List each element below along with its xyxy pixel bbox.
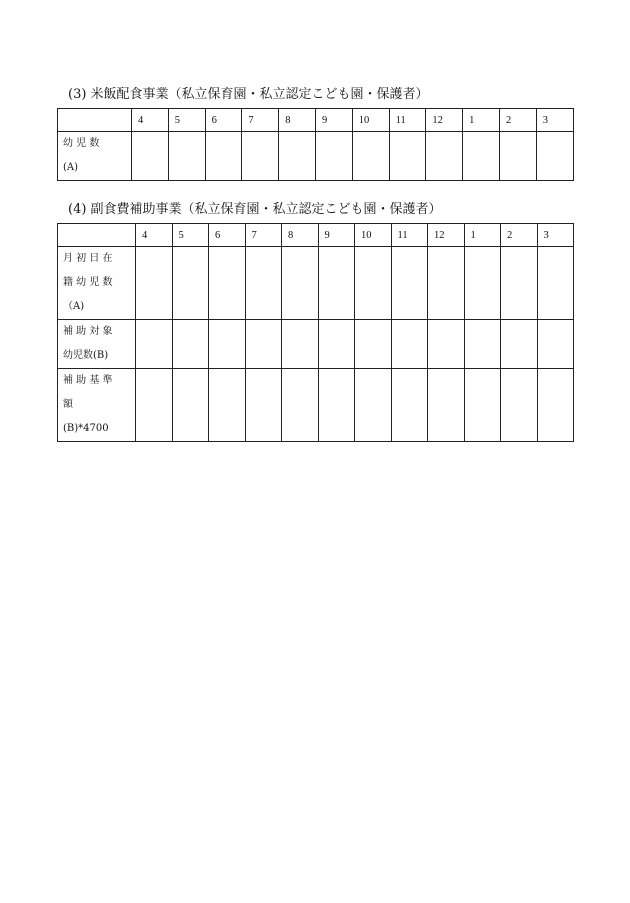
label-line: (A): [63, 162, 79, 173]
month-cell: 1: [463, 109, 500, 132]
data-cell: [355, 247, 392, 320]
month-cell: 10: [355, 224, 392, 247]
data-cell: [282, 320, 319, 369]
data-cell: [172, 320, 209, 369]
data-cell: [428, 320, 465, 369]
data-cell: [501, 369, 538, 442]
data-cell: [426, 132, 463, 181]
month-cell: 8: [282, 224, 319, 247]
label-line: （A): [63, 301, 85, 312]
section4-subsidy-target-row: [58, 320, 574, 369]
data-cell: [168, 132, 205, 181]
data-cell: [499, 132, 536, 181]
data-cell: [352, 132, 389, 181]
data-cell: [245, 247, 282, 320]
month-cell: 11: [391, 224, 428, 247]
data-cell: [501, 320, 538, 369]
data-cell: [209, 369, 246, 442]
section4-enrolled-row: [58, 247, 574, 320]
section3-header-row: [58, 109, 574, 132]
month-cell: 1: [464, 224, 501, 247]
label-line: 籍 幼 児 数: [63, 277, 113, 288]
label-line: 月 初 日 在: [63, 253, 113, 264]
section4-table: [57, 223, 574, 442]
section4-header-row: [58, 224, 574, 247]
data-cell: [536, 132, 573, 181]
section3-table: [57, 108, 574, 181]
month-cell: 10: [352, 109, 389, 132]
row-label-children-count: [58, 132, 132, 181]
data-cell: [464, 369, 501, 442]
section3-title: (3) 米飯配食事業（私立保育園・私立認定こども園・保護者）: [68, 87, 429, 102]
month-cell: 4: [132, 109, 169, 132]
data-cell: [428, 247, 465, 320]
label-line: 補 助 対 象: [63, 326, 113, 337]
data-cell: [245, 320, 282, 369]
month-cell: 9: [315, 109, 352, 132]
data-cell: [242, 132, 279, 181]
data-cell: [391, 369, 428, 442]
month-cell: 12: [426, 109, 463, 132]
data-cell: [537, 247, 574, 320]
month-cell: 7: [242, 109, 279, 132]
data-cell: [464, 247, 501, 320]
label-line: 幼児数(B): [63, 350, 109, 361]
data-cell: [318, 247, 355, 320]
data-cell: [355, 320, 392, 369]
data-cell: [282, 247, 319, 320]
month-cell: 6: [205, 109, 242, 132]
data-cell: [209, 247, 246, 320]
data-cell: [172, 247, 209, 320]
data-cell: [209, 320, 246, 369]
row-label-enrolled-children: [58, 247, 136, 320]
label-line: 補 助 基 準: [63, 375, 113, 386]
month-cell: 4: [136, 224, 173, 247]
row-label-subsidy-amount: [58, 369, 136, 442]
data-cell: [318, 320, 355, 369]
month-cell: 12: [428, 224, 465, 247]
month-cell: 2: [499, 109, 536, 132]
data-cell: [136, 247, 173, 320]
data-cell: [279, 132, 316, 181]
month-cell: 7: [245, 224, 282, 247]
month-cell: 6: [209, 224, 246, 247]
data-cell: [537, 320, 574, 369]
section3-children-row: [58, 132, 574, 181]
month-cell: 2: [501, 224, 538, 247]
data-cell: [463, 132, 500, 181]
data-cell: [245, 369, 282, 442]
month-cell: 5: [172, 224, 209, 247]
data-cell: [355, 369, 392, 442]
section4-title: (4) 副食費補助事業（私立保育園・私立認定こども園・保護者）: [68, 202, 442, 217]
data-cell: [282, 369, 319, 442]
data-cell: [391, 247, 428, 320]
data-cell: [391, 320, 428, 369]
data-cell: [172, 369, 209, 442]
month-cell: 8: [279, 109, 316, 132]
month-cell: 3: [536, 109, 573, 132]
data-cell: [318, 369, 355, 442]
label-line: (B)*4700: [63, 423, 109, 434]
header-corner-cell: [58, 109, 132, 132]
data-cell: [389, 132, 426, 181]
month-cell: 9: [318, 224, 355, 247]
data-cell: [205, 132, 242, 181]
data-cell: [136, 320, 173, 369]
data-cell: [537, 369, 574, 442]
label-line: 額: [63, 399, 73, 410]
month-cell: 5: [168, 109, 205, 132]
data-cell: [136, 369, 173, 442]
row-label-subsidy-target: [58, 320, 136, 369]
month-cell: 3: [537, 224, 574, 247]
label-line: 幼 児 数: [63, 138, 100, 149]
data-cell: [501, 247, 538, 320]
data-cell: [132, 132, 169, 181]
data-cell: [315, 132, 352, 181]
data-cell: [464, 320, 501, 369]
section4-subsidy-amount-row: [58, 369, 574, 442]
month-cell: 11: [389, 109, 426, 132]
header-corner-cell: [58, 224, 136, 247]
data-cell: [428, 369, 465, 442]
